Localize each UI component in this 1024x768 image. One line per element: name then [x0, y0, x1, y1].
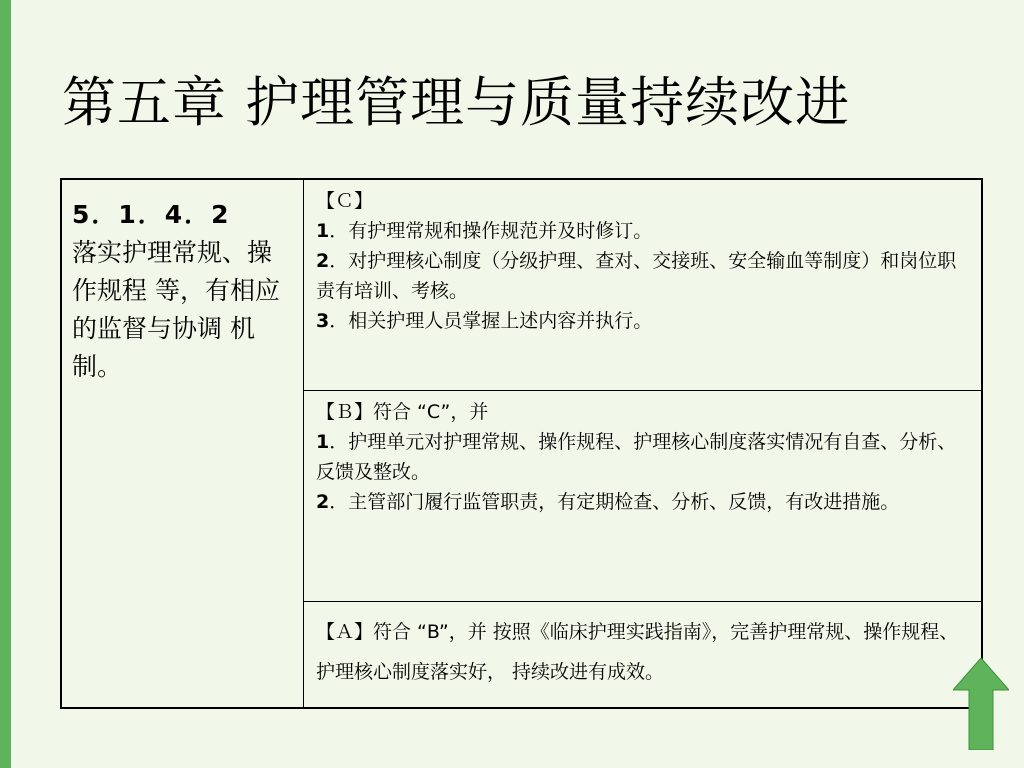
item-text: 落实护理常规、操作规程 等，有相应的监督与协调 机制。	[72, 238, 280, 381]
item-number: 5．1．4．2	[72, 200, 231, 229]
grade-c-item-2-num: 2	[316, 250, 330, 272]
grade-c-item-1	[316, 216, 971, 246]
grade-b-item-1	[316, 427, 971, 487]
item-cell	[61, 179, 304, 708]
grade-b-cell	[304, 391, 983, 602]
standard-table	[60, 178, 983, 709]
grade-b-item-2	[316, 487, 971, 517]
grade-c-item-3-text: ．相关护理人员掌握上述内容并执行。	[329, 310, 653, 332]
slide-title: 第五章 护理管理与质量持续改进	[62, 71, 851, 134]
grade-b-item-2-num: 2	[316, 491, 330, 513]
left-accent-bar	[0, 0, 11, 768]
grade-c-item-1-num: 1	[316, 220, 330, 242]
grade-a-text: 【Ａ】符合 “B”，并 按照《临床护理实践指南》，完善护理常规、操作规程、护理核心制度落实好， 持续改进有成效。	[316, 621, 959, 683]
grade-b-item-1-num: 1	[316, 431, 330, 453]
grade-b-item-1-text: ．护理单元对护理常规、操作规程、护理核心制度落实情况有自查、分析、 反馈及整改。	[316, 431, 957, 483]
grade-c-item-3	[316, 306, 971, 336]
grade-b-label: 【Ｂ】符合 “C”，并	[316, 401, 489, 423]
grade-a-cell	[304, 602, 983, 709]
up-arrow-icon[interactable]	[953, 658, 1009, 750]
table-row	[61, 179, 982, 391]
grade-c-item-2-text: ．对护理核心制度（分级护理、查对、交接班、安全输血等制度）和岗位职 责有培训、考核。	[316, 250, 957, 302]
grade-c-cell	[304, 179, 983, 391]
grade-b-item-2-text: ．主管部门履行监管职责，有定期检查、分析、反馈，有改进措施。	[329, 491, 900, 513]
grade-c-item-2	[316, 246, 971, 306]
grade-c-item-3-num: 3	[316, 310, 330, 332]
grade-c-item-1-text: ．有护理常规和操作规范并及时修订。	[329, 220, 653, 242]
grade-c-label: 【Ｃ】	[316, 190, 374, 212]
